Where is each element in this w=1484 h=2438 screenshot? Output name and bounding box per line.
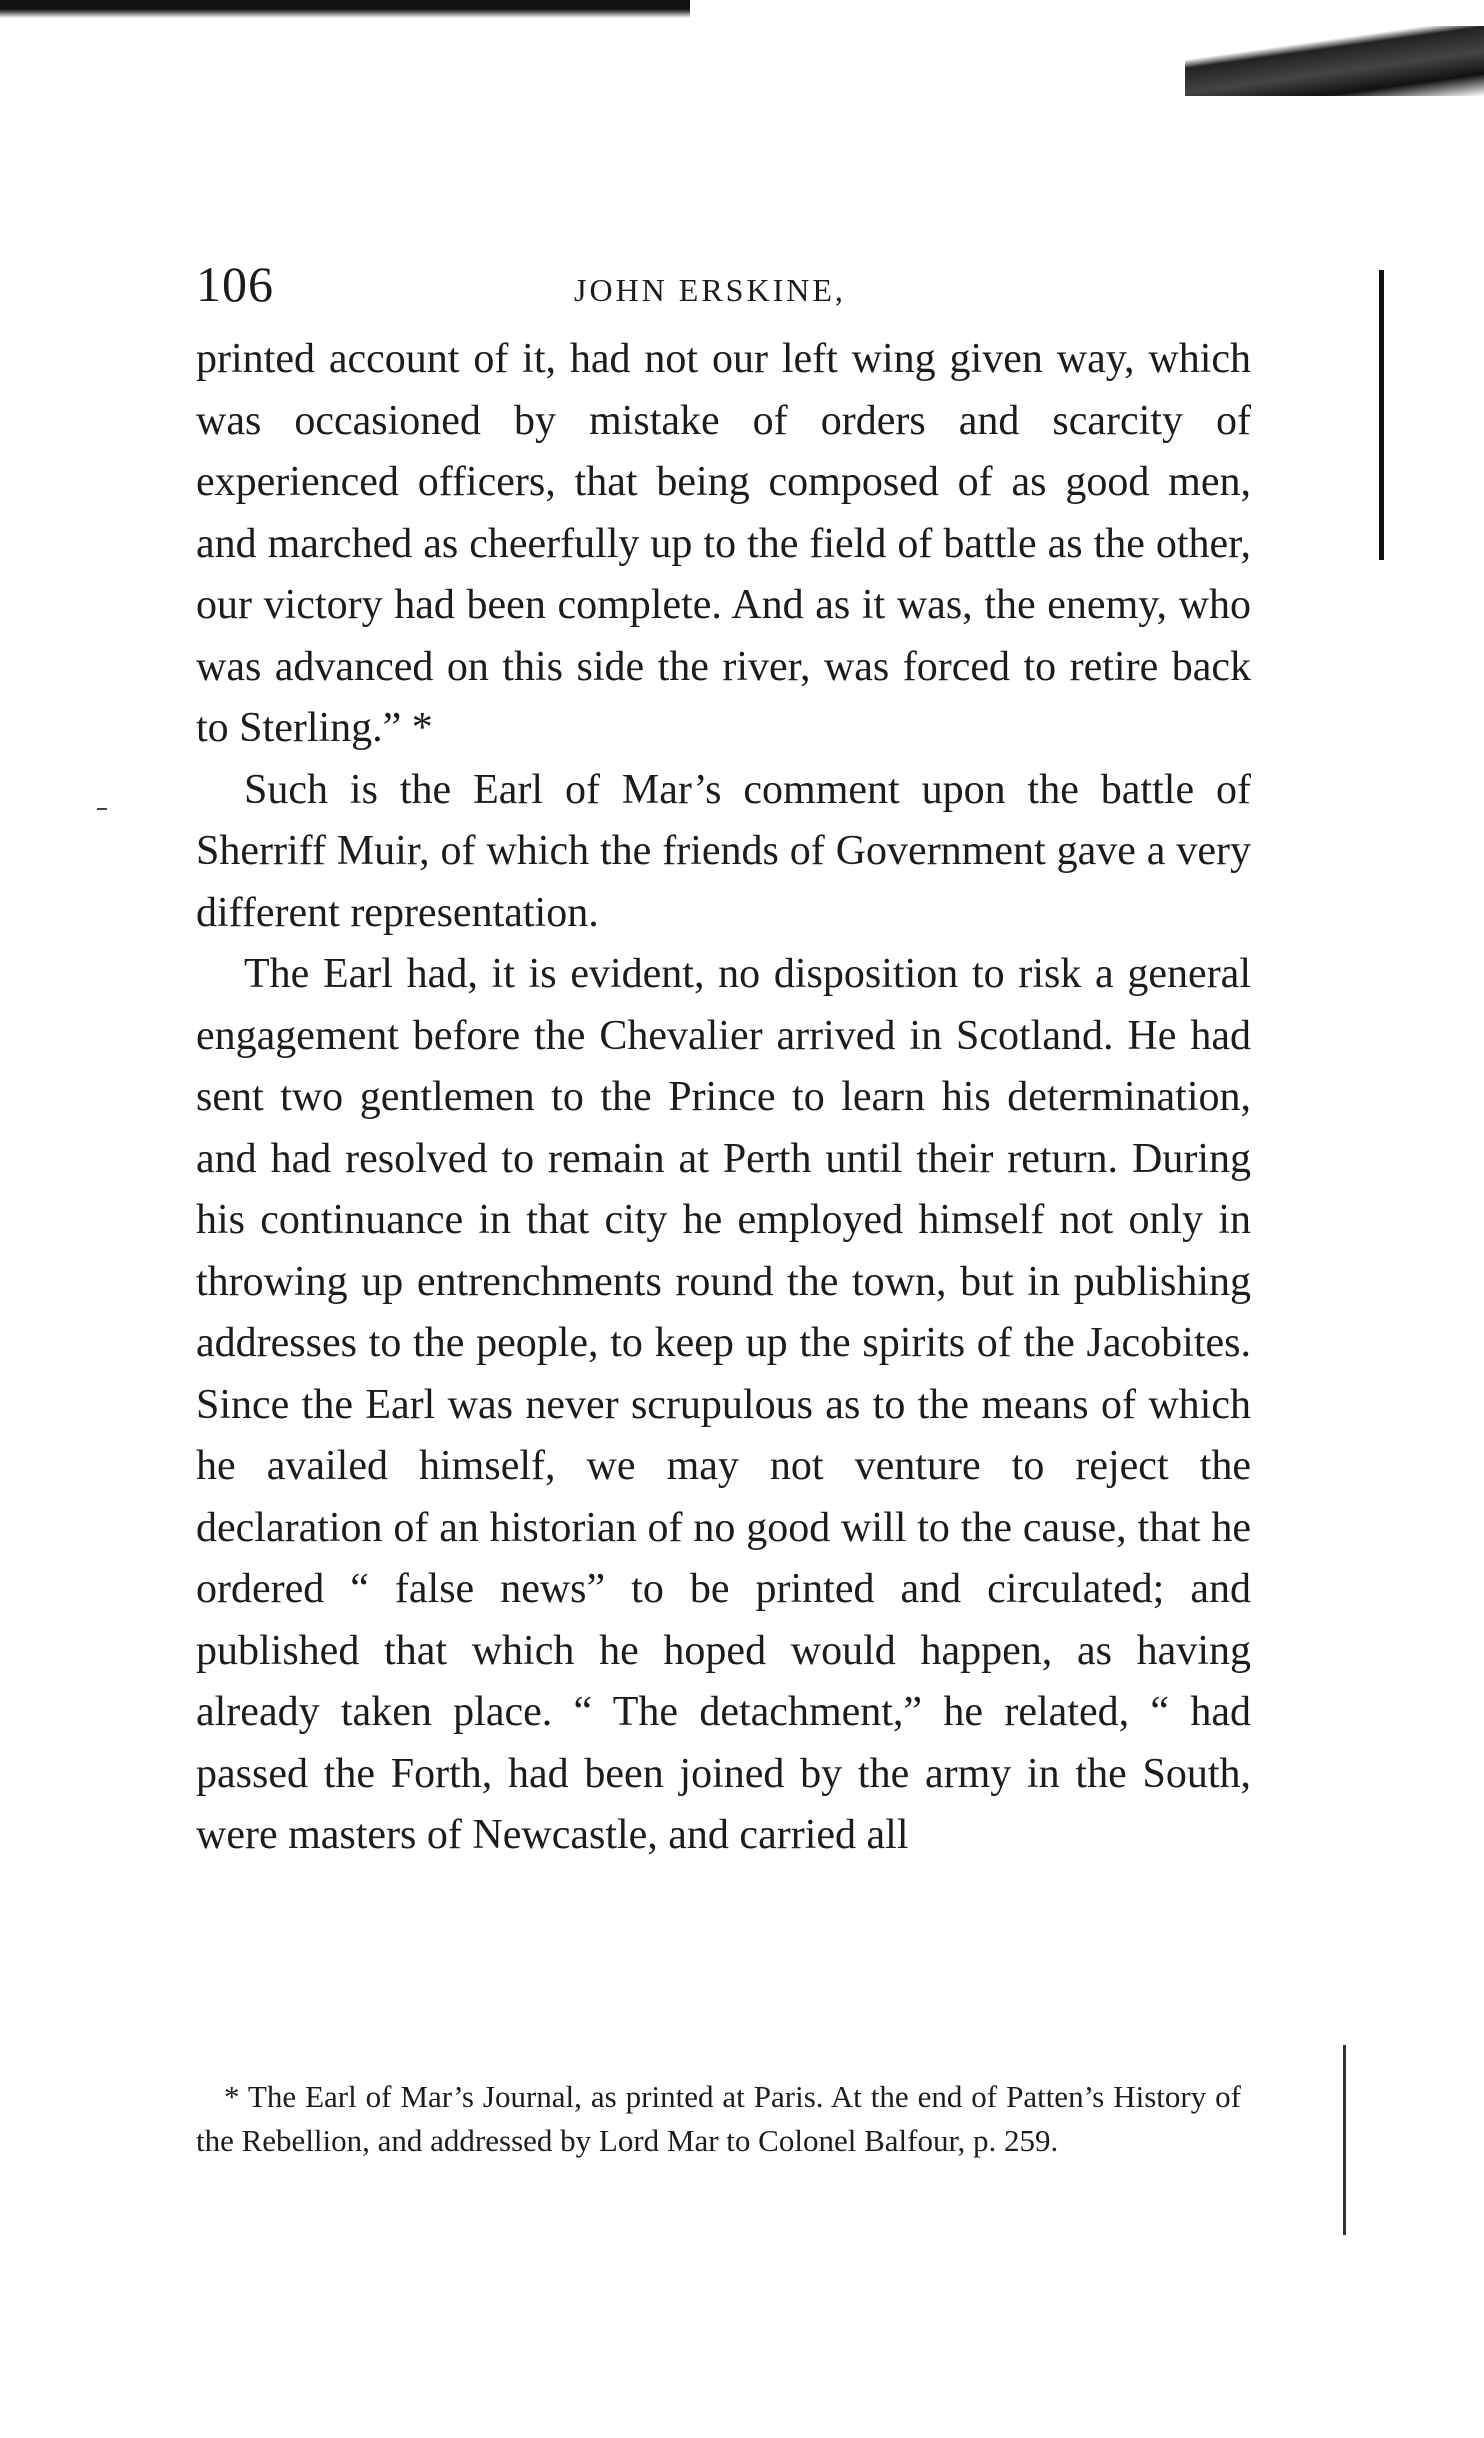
running-title: JOHN ERSKINE, — [574, 272, 846, 308]
footnote-text: * The Earl of Mar’s Journal, as printed at Paris. At the end of Patten’s History of the Rebellion, and addressed by Lord Mar to Colonel Balfour, p. 259. — [196, 2079, 1241, 2158]
book-page — [196, 255, 1251, 1867]
margin-mark — [1379, 270, 1384, 560]
margin-tick — [97, 808, 107, 810]
footnote — [196, 2075, 1241, 2163]
paragraph-continued: printed account of it, had not our left wing given way, which was occasioned by mistake of orders and scarcity of experienced officers, that being composed of as good men, and marched as cheerfully up to the field of battle as the other, our victory had been complete. And as it was, the enemy, who was advanced on this side the river, was forced to retire back to Sterling.” * — [196, 336, 1251, 751]
paragraph: The Earl had, it is evident, no disposition to risk a general engagement before the Chevalier arrived in Scotland. He had sent two gentlemen to the Prince to learn his determination, and had resolved to remain at Perth until their return. During his continuance in that city he employed himself not only in throwing up entrenchments round the town, but in publishing addresses to the people, to keep up the spirits of the Jacobites. Since the Earl was never scrupulous as to the means of which he availed himself, we may not venture to reject the declaration of an historian of no good will to the cause, that he ordered “ false news” to be printed and circulated; and published that which he hoped would happen, as having already taken place. “ The detachment,” he related, “ had passed the Forth, had been joined by the army in the South, were masters of Newcastle, and carried all — [196, 951, 1251, 1858]
scan-edge-top-right — [1185, 26, 1484, 96]
paragraph: Such is the Earl of Mar’s comment upon the battle of Sherriff Muir, of which the friends of Government gave a very different representation. — [196, 766, 1251, 936]
scan-edge-top — [0, 0, 690, 18]
page-number: 106 — [196, 256, 274, 312]
body-text — [196, 329, 1251, 1867]
running-head — [196, 255, 1251, 321]
margin-mark-bottom — [1343, 2045, 1346, 2235]
